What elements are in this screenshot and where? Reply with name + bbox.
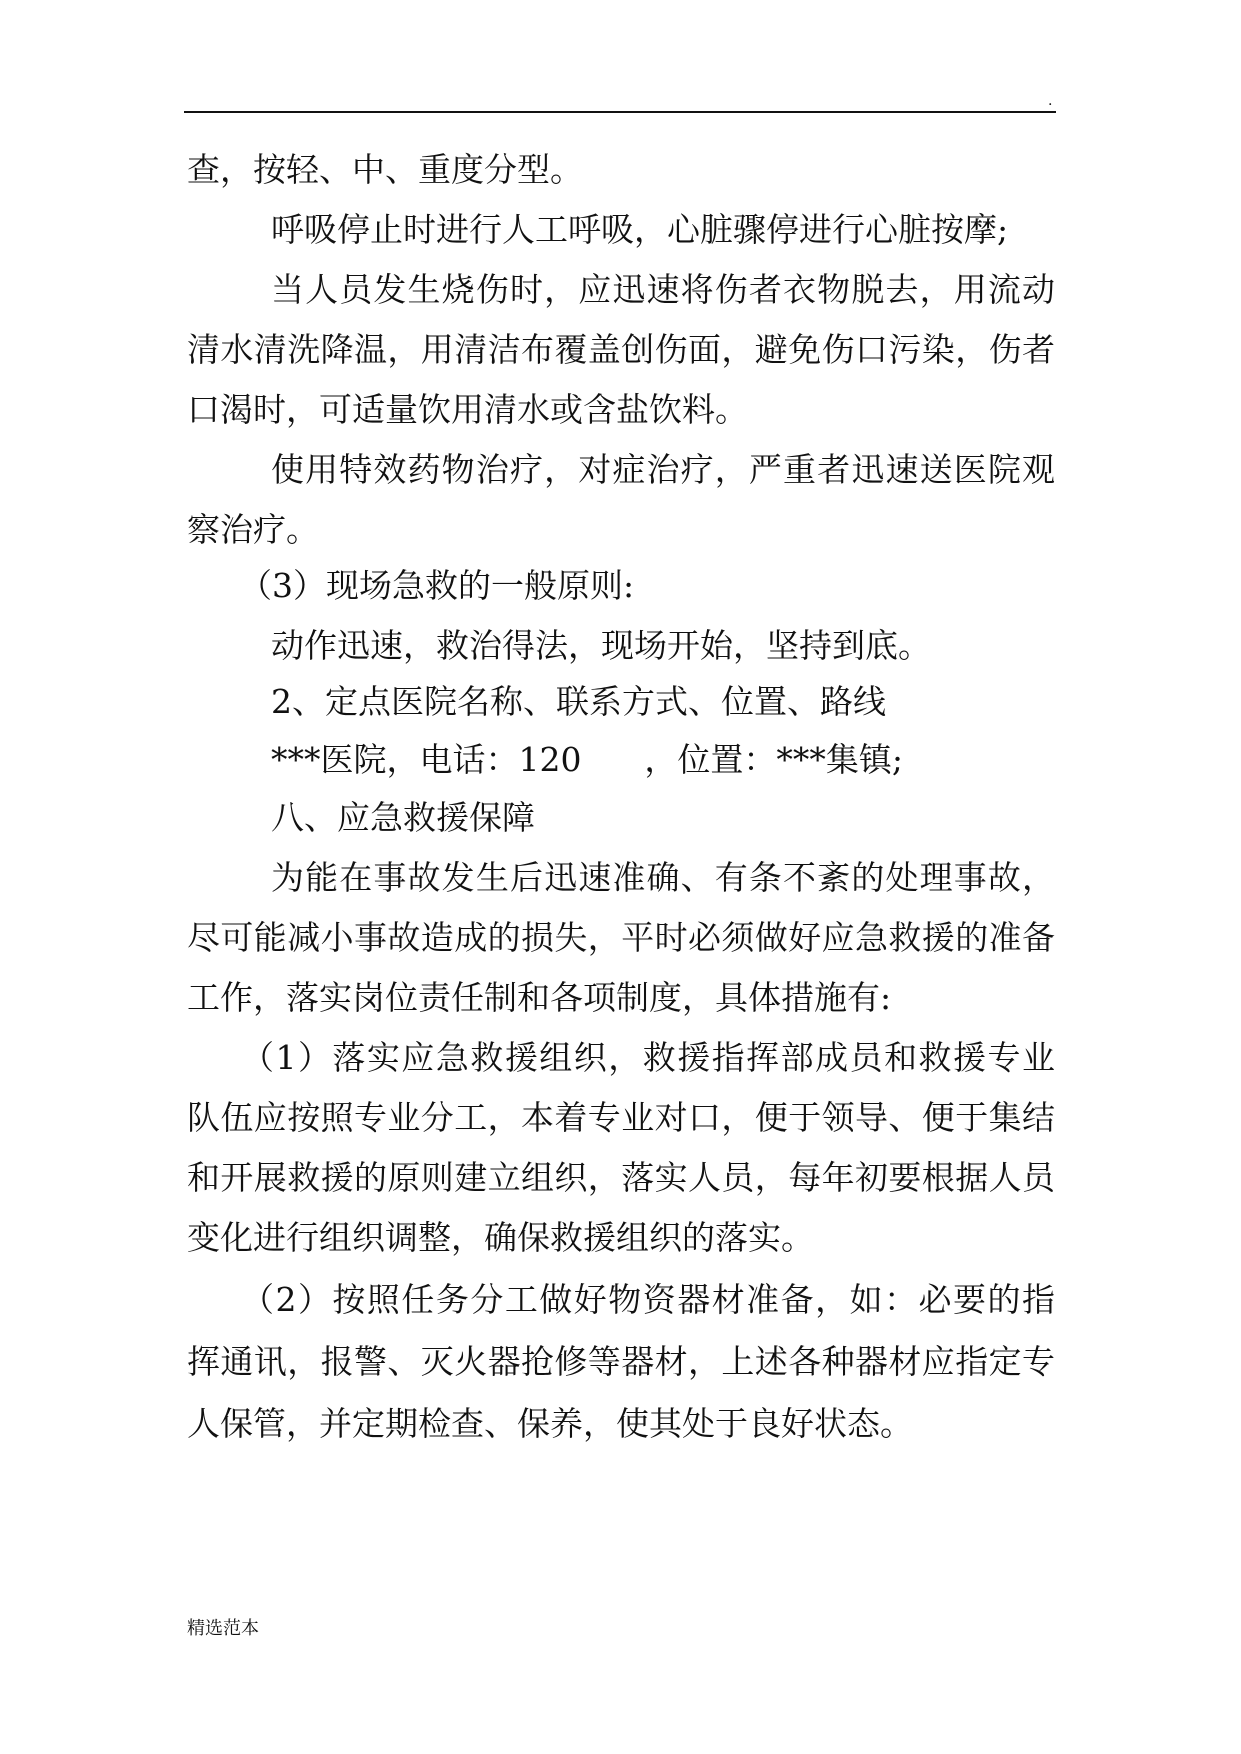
body-line: 呼吸停止时进行人工呼吸，心脏骤停进行心脏按摩; xyxy=(271,210,1009,249)
page-footer: 精选范本 xyxy=(187,1618,259,1639)
body-line: 队伍应按照专业分工，本着专业对口，便于领导、便于集结 xyxy=(187,1098,1055,1137)
body-line: （1）落实应急救援组织，救援指挥部成员和救援专业 xyxy=(241,1038,1055,1077)
body-line: 变化进行组织调整，确保救援组织的落实。 xyxy=(187,1218,814,1257)
body-line: 使用特效药物治疗，对症治疗，严重者迅速送医院观 xyxy=(271,450,1055,489)
header-mark: . xyxy=(1048,93,1053,109)
body-line: 挥通讯，报警、灭火器抢修等器材，上述各种器材应指定专 xyxy=(187,1342,1055,1381)
body-line: 口渴时，可适量饮用清水或含盐饮料。 xyxy=(187,390,748,429)
body-line: 人保管，并定期检查、保养，使其处于良好状态。 xyxy=(187,1404,913,1443)
body-line: 清水清洗降温，用清洁布覆盖创伤面，避免伤口污染，伤者 xyxy=(187,330,1055,369)
body-line: 察治疗。 xyxy=(187,510,319,549)
body-line: 工作，落实岗位责任制和各项制度，具体措施有: xyxy=(187,978,892,1017)
body-line: （3）现场急救的一般原则: xyxy=(239,566,635,605)
body-line: 查，按轻、中、重度分型。 xyxy=(187,150,583,189)
body-line: 和开展救援的原则建立组织，落实人员，每年初要根据人员 xyxy=(187,1158,1055,1197)
body-line: 当人员发生烧伤时，应迅速将伤者衣物脱去，用流动 xyxy=(271,270,1055,309)
body-line: 2、定点医院名称、联系方式、位置、路线 xyxy=(271,682,886,721)
body-line: 为能在事故发生后迅速准确、有条不紊的处理事故， xyxy=(271,858,1055,897)
body-line: 尽可能减小事故造成的损失，平时必须做好应急救援的准备 xyxy=(187,918,1055,957)
body-line: （2）按照任务分工做好物资器材准备，如：必要的指 xyxy=(241,1280,1055,1319)
section-heading: 八、应急救援保障 xyxy=(271,798,535,837)
header-rule xyxy=(184,111,1056,113)
body-line: 动作迅速，救治得法，现场开始，坚持到底。 xyxy=(271,626,931,665)
body-line: ***医院，电话：120 ，位置：***集镇; xyxy=(271,740,904,779)
